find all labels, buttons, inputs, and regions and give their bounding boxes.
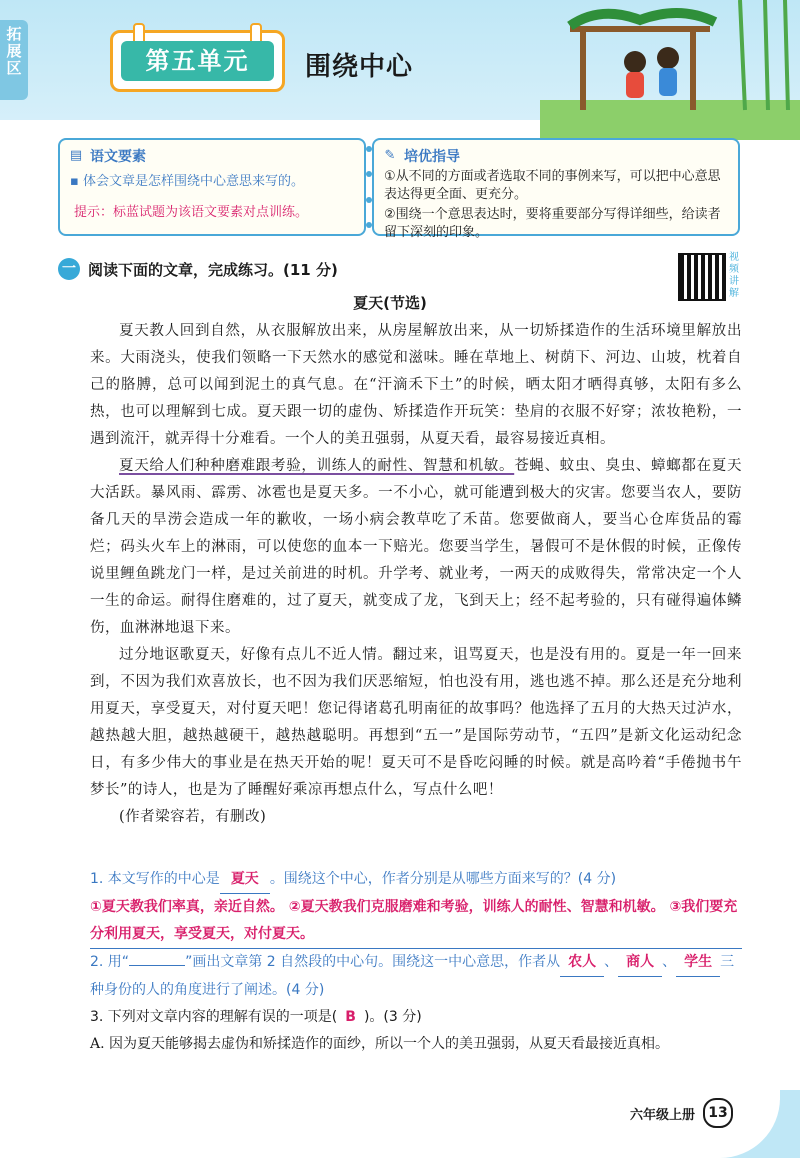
- central-sentence: 夏天给人们种种磨难跟考验，训练人的耐性、智慧和机敏。: [119, 458, 515, 474]
- unit-title-plate: [110, 30, 285, 92]
- question-3-answer: B: [345, 1009, 356, 1025]
- article-body: [90, 318, 742, 831]
- section-number: 一: [58, 258, 80, 280]
- question-2-answer-1: 农人: [560, 949, 604, 977]
- guide-title: 培优指导: [404, 149, 460, 165]
- question-1-blank: 夏天: [220, 866, 270, 894]
- question-1-answer: ①夏天教我们率真，亲近自然。 ②夏天教我们克服磨难和考验，训练人的耐性、智慧和机敏。 ③我们要充分利用夏天，享受夏天，对付夏天。: [90, 894, 742, 949]
- question-1-prefix: 1. 本文写作的中心是: [90, 871, 220, 887]
- grade-label: 六年级上册: [630, 1107, 696, 1123]
- question-1: [90, 866, 742, 894]
- section-heading: [58, 258, 338, 280]
- page-number: 13: [703, 1098, 733, 1128]
- guide-box: [372, 138, 740, 240]
- qr-label: 视频讲解: [729, 252, 739, 299]
- question-2-sep: 、: [604, 954, 619, 970]
- question-2-answer-2: 商人: [618, 949, 662, 977]
- language-elements-title: 语文要素: [90, 149, 146, 165]
- question-2-suffix: 三种身份的人的角度进行了阐述。(4 分): [90, 954, 735, 998]
- language-elements-box: [58, 138, 366, 236]
- children-garden-illustration: [540, 0, 800, 140]
- underline-sample: [129, 965, 185, 966]
- question-1-suffix: 。围绕这个中心，作者分别是从哪些方面来写的？(4 分): [269, 871, 617, 887]
- article-paragraph: [90, 453, 742, 642]
- article-paragraph: 过分地讴歌夏天，好像有点儿不近人情。翻过来，诅骂夏天，也是没有用的。夏是一年一回来到，不因为我们欢喜放长，也不因为我们厌恶缩短，怕也没有用，逃也逃不掉。那么还是充分地利用夏天，享受夏天，对付夏天吧！您记得诸葛孔明南征的故事吗？他选择了五月的大热天过泸水，越热越大胆，越热越硬干，越热越聪明。再想到“五一”是国际劳动节，“五四”是新文化运动纪念日，有多少伟大的事业是在热天开始的呢！夏天可不是昏吃闷睡的时候。就是高吟着“手倦抛书午梦长”的诗人，也是为了睡醒好乘凉再想点什么，写点什么吧！: [90, 647, 742, 798]
- question-3-option-a: A. 因为夏天能够揭去虚伪和矫揉造作的面纱，所以一个人的美丑强弱，从夏天看最接近真相。: [90, 1036, 670, 1052]
- question-2: [90, 949, 742, 1004]
- page-footer: [630, 1098, 733, 1128]
- questions: [90, 866, 742, 1058]
- question-2-mid: ”画出文章第 2 自然段的中心句。围绕这一中心意思，作者从: [185, 954, 561, 970]
- pencil-icon: ✎: [384, 148, 396, 163]
- side-tab: 拓展区: [0, 20, 28, 100]
- unit-theme: 围绕中心: [305, 52, 414, 82]
- question-3-prefix: 3. 下列对文章内容的理解有误的一项是(: [90, 1009, 338, 1025]
- article-paragraph-text: 苍蝇、蚊虫、臭虫、蟑螂都在夏天大活跃。暴风雨、霹雳、冰雹也是夏天多。一不小心，就可能遭到极大的灾害。您要当农人，要防备几天的旱涝会造成一年的歉收，一场小病会教草吃了禾苗。您要做商人，要当心仓库货品的霉烂；码头火车上的淋雨，可以使您的血本一下赔光。您要当学生，暑假可不是休假的时候，正像传说里鲤鱼跳龙门一样，是过关前进的时机。升学考、就业考，一两天的成败得失，常常决定一个人一生的命运。耐得住磨难的，过了夏天，就变成了龙，飞到天上；经不起考验的，只有碰得遍体鳞伤，血淋淋地退下来。: [90, 458, 743, 636]
- language-elements-title-row: [60, 140, 364, 166]
- article-title: 夏天(节选): [353, 294, 427, 312]
- language-elements-point: ▪ 体会文章是怎样围绕中心意思来写的。: [70, 174, 304, 189]
- question-2-sep: 、: [662, 954, 677, 970]
- question-2-answer-3: 学生: [676, 949, 720, 977]
- article-paragraph: 夏天教人回到自然，从衣服解放出来，从房屋解放出来，从一切矫揉造作的生活环境里解放出来。大雨浇头，使我们领略一下天然水的感觉和滋味。睡在草地上、树荫下、河边、山坡，枕着自己的胳膊，总可以闻到泥土的真气息。在“汗滴禾下土”的时候，晒太阳才晒得真够，太阳有多么热，也可以理解到七成。夏天跟一切的虚伪、矫揉造作开玩笑：垫肩的衣服不好穿；浓妆艳粉，一遇到流汗，就弄得十分难看。一个人的美丑强弱，从夏天看，最容易接近真相。: [90, 323, 742, 447]
- article-byline: (作者梁容若，有删改): [119, 809, 267, 825]
- question-3-suffix: )。(3 分): [363, 1009, 422, 1025]
- guide-title-row: [374, 140, 738, 166]
- guide-item: ②围绕一个意思表达时，要将重要部分写得详细些，给读者留下深刻的印象。: [384, 207, 721, 240]
- language-elements-tip: 提示：标蓝试题为该语文要素对点训练。: [74, 205, 309, 220]
- guide-item: ①从不同的方面或者选取不同的事例来写，可以把中心意思表达得更全面、更充分。: [384, 169, 721, 202]
- book-icon: ▤: [69, 148, 83, 163]
- question-2-prefix: 2. 用“: [90, 954, 130, 970]
- question-3: [90, 1004, 742, 1031]
- section-instruction: 阅读下面的文章，完成练习。(11 分): [88, 260, 338, 279]
- unit-label: 第五单元: [121, 41, 274, 81]
